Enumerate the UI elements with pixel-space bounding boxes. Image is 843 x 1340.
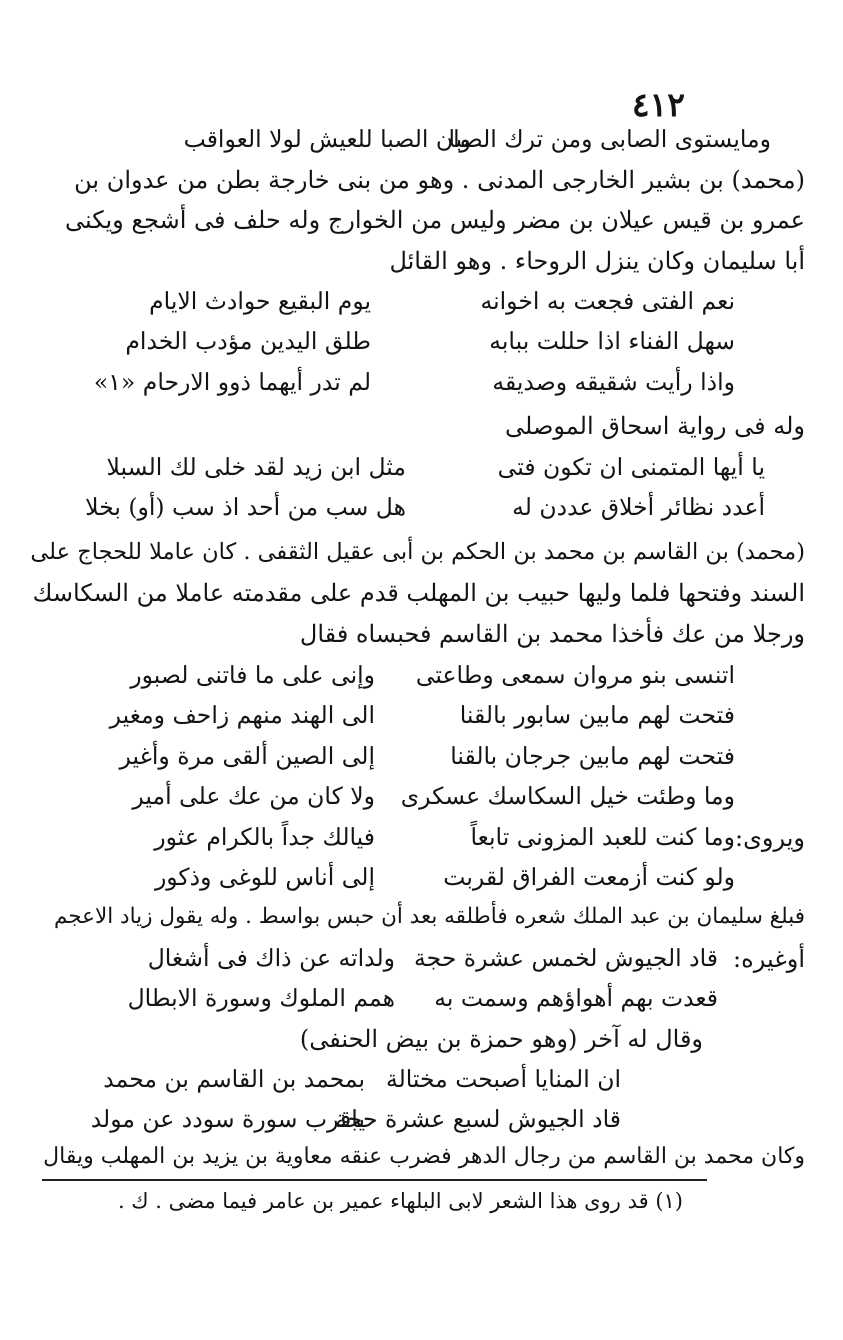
verse-16-second-hemistich: ياقرب سورة سودد عن مولد <box>90 1105 365 1133</box>
verse-15-second-hemistich: بمحمد بن القاسم بن محمد <box>103 1065 365 1093</box>
body-line-12: السند وفتحها فلما وليها حبيب بن المهلب قدم على مقدمته عاملا من السكاسك <box>32 579 805 607</box>
verse-10-first-hemistich: وما وطئت خيل السكاسك عسكرى <box>400 782 735 810</box>
page-number: ٤١٢ <box>631 85 685 124</box>
body-line-2: (محمد) بن بشير الخارجى المدنى . وهو من بنى خارجة بطن من عدوان بن <box>74 166 805 194</box>
body-line-8: وله فى رواية اسحاق الموصلى <box>505 412 805 440</box>
verse-12-first-hemistich: ولو كنت أزمعت الفراق لقربت <box>443 863 735 891</box>
verse-5-second-hemistich: مثل ابن زيد لقد خلى لك السبلا <box>106 453 406 481</box>
verse-15-first-hemistich: ان المنايا أصبحت مختالة <box>385 1065 621 1093</box>
verse-6-second-hemistich: هل سب من أحد اذ سب (أو) بخلا <box>85 493 406 521</box>
verse-1-first-hemistich: ومايستوى الصابى ومن ترك الصبا <box>448 125 771 153</box>
variant-reading-label: ويروى: <box>735 824 805 852</box>
verse-11-second-hemistich: فيالك جداً بالكرام عثور <box>154 823 375 851</box>
verse-9-first-hemistich: فتحت لهم مابين جرجان بالقنا <box>450 742 735 770</box>
verse-14-second-hemistich: همم الملوك وسورة الابطال <box>127 984 395 1012</box>
verse-6-first-hemistich: أعدد نظائر أخلاق عددن له <box>512 493 765 521</box>
body-line-13: ورجلا من عك فأخذا محمد بن القاسم فحبساه فقال <box>299 620 805 648</box>
verse-5-first-hemistich: يا أيها المتمنى ان تكون فتى <box>497 453 765 481</box>
verse-8-first-hemistich: فتحت لهم مابين سابور بالقنا <box>459 701 735 729</box>
verse-13-second-hemistich: ولداته عن ذاك فى أشغال <box>147 944 395 972</box>
verse-12-second-hemistich: إلى أناس للوغى وذكور <box>154 863 375 891</box>
body-line-4: أبا سليمان وكان ينزل الروحاء . وهو القائل <box>389 247 805 275</box>
alternate-attribution-label: أوغيره: <box>733 945 805 973</box>
body-line-11: (محمد) بن القاسم بن محمد بن الحكم بن أبى عقيل الثقفى . كان عاملا للحجاج على <box>30 539 805 565</box>
verse-13-first-hemistich: قاد الجيوش لخمس عشرة حجة <box>414 944 718 972</box>
body-line-26: وكان محمد بن القاسم من رجال الدهر فضرب عنقه معاوية بن يزيد بن المهلب ويقال <box>43 1144 805 1169</box>
verse-1-second-hemistich: وان الصبا للعيش لولا العواقب <box>183 125 471 153</box>
verse-2-first-hemistich: نعم الفتى فجعت به اخوانه <box>480 287 735 315</box>
verse-2-second-hemistich: يوم البقيع حوادث الايام <box>149 287 371 315</box>
verse-9-second-hemistich: إلى الصين ألقى مرة وأغير <box>119 742 375 770</box>
footnote-separator <box>42 1179 707 1181</box>
footnote: (١) قد روى هذا الشعر لابى البلهاء عمير بن عامر فيما مضى . ك . <box>117 1189 683 1213</box>
verse-8-second-hemistich: الى الهند منهم زاحف ومغير <box>109 701 375 729</box>
verse-4-second-hemistich: لم تدر أيهما ذوو الارحام «١» <box>93 368 371 396</box>
verse-10-second-hemistich: ولا كان من عك على أمير <box>132 782 375 810</box>
body-line-20: فبلغ سليمان بن عبد الملك شعره فأطلقه بعد أن حبس بواسط . وله يقول زياد الاعجم <box>53 904 805 929</box>
body-line-23: وقال له آخر (وهو حمزة بن بيض الحنفى) <box>299 1025 703 1053</box>
verse-11-first-hemistich: وما كنت للعبد المزونى تابعاً <box>470 823 735 851</box>
verse-3-second-hemistich: طلق اليدين مؤدب الخدام <box>125 327 371 355</box>
verse-16-first-hemistich: قاد الجيوش لسبع عشرة حجة <box>335 1105 621 1133</box>
verse-4-first-hemistich: واذا رأيت شقيقه وصديقه <box>492 368 735 396</box>
verse-7-first-hemistich: اتنسى بنو مروان سمعى وطاعتى <box>415 661 735 689</box>
verse-3-first-hemistich: سهل الفناء اذا حللت ببابه <box>489 327 735 355</box>
body-line-3: عمرو بن قيس عيلان بن مضر وليس من الخوارج وله حلف فى أشجع ويكنى <box>64 206 805 234</box>
verse-14-first-hemistich: قعدت بهم أهواؤهم وسمت به <box>434 984 718 1012</box>
verse-7-second-hemistich: وإنى على ما فاتنى لصبور <box>130 661 375 689</box>
